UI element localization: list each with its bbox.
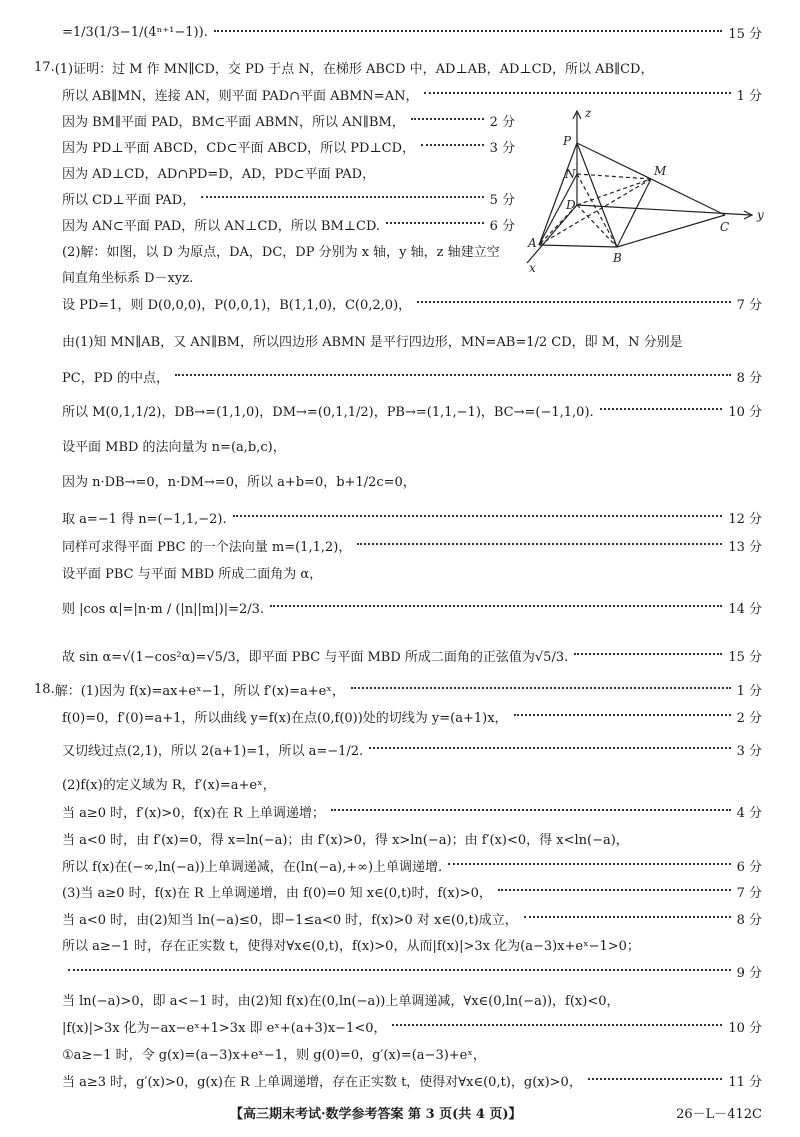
dot-leader: [201, 196, 483, 198]
score-label: 6 分: [736, 859, 762, 875]
solution-line: [62, 987, 762, 1011]
edge-AB: [539, 245, 617, 247]
line-text: 所以 a≥−1 时，存在正实数 t，使得对∀x∈(0,t)，f(x)>0，从而|f(x)|>3x 化为(a−3)x+eˣ−1>0；: [62, 938, 640, 954]
solution-line: [62, 134, 515, 158]
solution-line: [62, 560, 762, 584]
label-x: x: [529, 261, 536, 275]
score-label: 8 分: [736, 370, 762, 386]
edge-PA: [539, 143, 577, 245]
score-label: 5 分: [489, 192, 515, 208]
score-label: 1 分: [736, 683, 762, 699]
dot-leader: [514, 714, 731, 716]
score-label: 2 分: [489, 114, 515, 130]
line-text: 设平面 MBD 的法向量为 n=(a,b,c)，: [62, 439, 286, 455]
line-text: 因为 PD⊥平面 ABCD，CD⊂平面 ABCD，所以 PD⊥CD，: [62, 140, 416, 156]
dot-leader: [68, 969, 731, 971]
score-label: 6 分: [489, 218, 515, 234]
line-text: 则 |cos α|=|n·m / (|n||m|)|=2/3.: [62, 601, 265, 617]
line-text: 所以 f(x)在(−∞,ln(−a))上单调递减，在(ln(−a),+∞)上单调递增.: [62, 859, 443, 875]
solution-line: [62, 398, 762, 422]
line-text: (3)当 a≥0 时，f(x)在 R 上单调递增，由 f(0)=0 知 x∈(0,t)时，f(x)>0，: [62, 885, 492, 901]
dot-leader: [524, 916, 731, 918]
solution-line: [62, 959, 762, 983]
dot-leader: [233, 515, 723, 517]
solution-line: [62, 212, 515, 236]
line-text: 所以 CD⊥平面 PAD，: [62, 192, 196, 208]
solution-line: [62, 468, 762, 492]
line-text: (2)f(x)的定义域为 R，f′(x)=a+eˣ，: [62, 777, 276, 793]
dot-leader: [424, 92, 730, 94]
line-text: 当 a≥0 时，f′(x)>0，f(x)在 R 上单调递增；: [62, 805, 325, 821]
solution-line: [62, 1041, 762, 1065]
page-footer: [0, 1100, 800, 1124]
score-label: 7 分: [736, 885, 762, 901]
edge-BC: [617, 215, 725, 247]
solution-line: [62, 82, 762, 106]
solution-line: [62, 879, 762, 903]
solution-line: [62, 533, 762, 557]
line-text: (1)证明：过 M 作 MN∥CD，交 PD 于点 N，在梯形 ABCD 中，AD⊥AB，AD⊥CD，所以 AB∥CD，: [54, 61, 654, 77]
solution-line: [62, 264, 515, 288]
line-text: 同样可求得平面 PBC 的一个法向量 m=(1,1,2)，: [62, 539, 352, 555]
score-label: 11 分: [728, 1074, 762, 1090]
problem-17-header: [34, 55, 762, 79]
solution-line: [62, 328, 762, 352]
line-text: 间直角坐标系 D－xyz.: [62, 270, 194, 286]
score-label: 10 分: [728, 404, 762, 420]
dot-leader: [600, 408, 723, 410]
dot-leader: [588, 1078, 722, 1080]
line-text: (2)解：如图，以 D 为原点，DA，DC，DP 分别为 x 轴，y 轴，z 轴建立空: [62, 244, 500, 260]
line-text: |f(x)|>3x 化为−ax−eˣ+1>3x 即 eˣ+(a+3)x−1<0，: [62, 1020, 387, 1036]
score-label: 14 分: [728, 601, 762, 617]
solution-line: [62, 799, 762, 823]
label-y: y: [757, 208, 764, 222]
solution-line: [62, 737, 762, 761]
line-text: 解：(1)因为 f(x)=ax+eˣ−1，所以 f′(x)=a+eˣ，: [54, 683, 345, 699]
score-label: 2 分: [736, 710, 762, 726]
line-text: 当 ln(−a)>0，即 a<−1 时，由(2)知 f(x)在(0,ln(−a))上单调递减，∀x∈(0,ln(−a))，f(x)<0，: [62, 993, 620, 1009]
solution-line: [62, 186, 515, 210]
solution-line: [62, 505, 762, 529]
dot-leader: [421, 144, 484, 146]
solution-line: [62, 1014, 762, 1038]
line-text: f(0)=0，f′(0)=a+1，所以曲线 y=f(x)在点(0,f(0))处的切线为 y=(a+1)x，: [62, 710, 508, 726]
edge-PB: [577, 143, 617, 247]
dot-leader: [417, 301, 730, 303]
line-text: 故 sin α=√(1−cos²α)=√5/3，即平面 PBC 与平面 MBD 所成二面角的正弦值为√5/3.: [62, 649, 569, 665]
score-label: 3 分: [489, 140, 515, 156]
dot-leader: [351, 687, 731, 689]
solution-line: [62, 771, 762, 795]
dot-leader: [270, 605, 722, 607]
line-text: ①a≥−1 时，令 g(x)=(a−3)x+eˣ−1，则 g(0)=0，g′(x)=(a−3)+eˣ，: [62, 1047, 486, 1063]
solution-line: [62, 853, 762, 877]
line-text: 因为 AN⊂平面 PAD，所以 AN⊥CD，所以 BM⊥CD.: [62, 218, 381, 234]
footer-title: 【高三期末考试·数学参考答案 第 3 页(共 4 页)】: [230, 1107, 522, 1122]
solution-line: [62, 906, 762, 930]
dot-leader: [214, 30, 722, 32]
label-P: P: [563, 134, 572, 148]
line-text: 因为 BM∥平面 PAD，BM⊂平面 ABMN，所以 AN∥BM，: [62, 114, 405, 130]
solution-line: [62, 704, 762, 728]
score-label: 10 分: [728, 1020, 762, 1036]
solution-line: [62, 932, 762, 956]
score-label: 15 分: [728, 26, 762, 42]
pyramid-figure: [515, 105, 777, 275]
line-text: 所以 AB∥MN，连接 AN，则平面 PAD∩平面 ABMN=AN，: [62, 88, 419, 104]
score-label: 8 分: [736, 912, 762, 928]
line-text: 因为 n·DB→=0，n·DM→=0，所以 a+b=0，b+1/2c=0，: [62, 474, 416, 490]
dot-leader: [331, 809, 731, 811]
line-text: 当 a<0 时，由 f′(x)=0，得 x=ln(−a)；由 f′(x)>0，得 x>ln(−a)；由 f′(x)<0，得 x<ln(−a)，: [62, 832, 629, 848]
score-label: 7 分: [736, 297, 762, 313]
solution-line: [62, 291, 762, 315]
problem-number: 18.: [34, 681, 55, 697]
edge-NM: [577, 174, 651, 179]
label-A: A: [528, 236, 537, 250]
dot-leader: [448, 863, 730, 865]
label-N: N: [565, 167, 576, 181]
solution-line: [62, 433, 762, 457]
solution-line: [62, 1068, 762, 1092]
solution-line: [62, 643, 762, 667]
solution-line: [62, 595, 762, 619]
dot-leader: [386, 222, 484, 224]
dot-leader: [574, 653, 722, 655]
line-text: 又切线过点(2,1)，所以 2(a+1)=1，所以 a=−1/2.: [62, 743, 364, 759]
line-text: PC，PD 的中点，: [62, 370, 169, 386]
footer-code: 26－L－412C: [676, 1107, 762, 1122]
dot-leader: [369, 747, 730, 749]
line-text: =1/3(1/3−1/(4ⁿ⁺¹−1)).: [62, 24, 208, 40]
label-M: M: [654, 164, 667, 178]
solution-line: [62, 108, 515, 132]
solution-line: [62, 238, 515, 262]
line-text: 当 a<0 时，由(2)知当 ln(−a)≤0，即−1≤a<0 时，f(x)>0 对 x∈(0,t)成立，: [62, 912, 518, 928]
solution-line: [62, 160, 515, 184]
score-label: 12 分: [728, 511, 762, 527]
line-text: 设 PD=1，则 D(0,0,0)，P(0,0,1)，B(1,1,0)，C(0,2,0)，: [62, 297, 412, 313]
problem-number: 17.: [34, 59, 55, 75]
solution-line: [62, 826, 762, 850]
score-label: 4 分: [736, 805, 762, 821]
line-text: 由(1)知 MN∥AB，又 AN∥BM，所以四边形 ABMN 是平行四边形，MN=AB=1/2 CD，即 M，N 分别是: [62, 334, 683, 350]
dot-leader: [411, 118, 484, 120]
problem-18-header: [34, 677, 762, 701]
line-text: 当 a≥3 时，g′(x)>0，g(x)在 R 上单调递增，存在正实数 t，使得对∀x∈(0,t)，g(x)>0，: [62, 1074, 582, 1090]
edge-MB: [617, 179, 651, 247]
line-text: 所以 M(0,1,1/2)，DB→=(1,1,0)，DM→=(0,1,1/2)，PB→=(1,1,−1)，BC→=(−1,1,0).: [62, 404, 594, 420]
dot-leader: [392, 1024, 722, 1026]
x-axis-line: [527, 205, 577, 263]
dot-leader: [175, 374, 731, 376]
line-text: 因为 AD⊥CD，AD∩PD=D，AD，PD⊂平面 PAD，: [62, 166, 376, 182]
label-B: B: [613, 251, 622, 265]
score-label: 9 分: [736, 965, 762, 981]
label-C: C: [720, 220, 730, 234]
dot-leader: [357, 543, 722, 545]
score-label: 15 分: [728, 649, 762, 665]
line-text: 取 a=−1 得 n=(−1,1,−2).: [62, 511, 227, 527]
solution-line: [62, 20, 762, 44]
label-z: z: [585, 106, 592, 120]
score-label: 1 分: [736, 88, 762, 104]
solution-line: [62, 364, 762, 388]
label-D: D: [566, 198, 576, 212]
line-text: 设平面 PBC 与平面 MBD 所成二面角为 α，: [62, 566, 323, 582]
score-label: 13 分: [728, 539, 762, 555]
score-label: 3 分: [736, 743, 762, 759]
dot-leader: [498, 889, 731, 891]
